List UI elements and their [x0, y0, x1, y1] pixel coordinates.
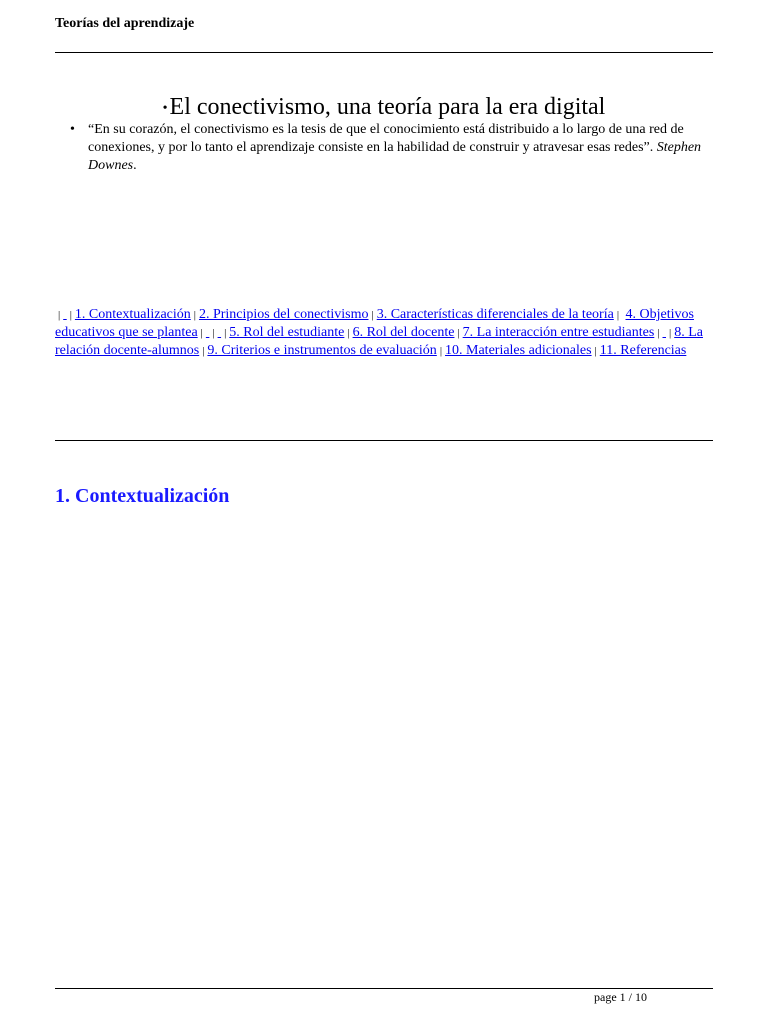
- quote-text: “En su corazón, el conectivismo es la tesis de que el conocimiento está distribuido a lo largo de una red de conexiones, y por lo tanto el aprendizaje consiste en la habilidad de construir y atravesar esas redes”.: [88, 122, 684, 155]
- toc-link-contextualizacion[interactable]: 1. Contextualización: [74, 307, 191, 322]
- toc-separator: |: [657, 327, 660, 339]
- title-bullet: •: [162, 101, 168, 116]
- toc-link-relacion[interactable]: 8. La relación docente-alumnos: [55, 325, 703, 358]
- footer-rule: [55, 988, 713, 989]
- quote-end: .: [133, 158, 137, 173]
- toc-empty-link[interactable]: [206, 325, 210, 340]
- toc-link-rol-estudiante[interactable]: 5. Rol del estudiante: [229, 325, 345, 340]
- toc-separator: |: [58, 309, 61, 321]
- toc-separator: |: [669, 327, 672, 339]
- toc-link-criterios[interactable]: 9. Criterios e instrumentos de evaluación: [207, 343, 437, 358]
- toc-separator: |: [594, 345, 597, 357]
- quote-list: [70, 121, 710, 175]
- section-rule: [55, 440, 713, 441]
- toc-link-caracteristicas[interactable]: 3. Características diferenciales de la teoría: [376, 307, 614, 322]
- toc-separator: |: [616, 309, 620, 321]
- toc-link-referencias[interactable]: 11. Referencias: [599, 343, 687, 358]
- quote-bullet: •: [70, 122, 75, 137]
- toc-separator: |: [347, 327, 350, 339]
- toc-separator: |: [202, 345, 205, 357]
- toc-link-materiales[interactable]: 10. Materiales adicionales: [445, 343, 592, 358]
- toc-separator: |: [439, 345, 443, 357]
- toc-separator: |: [69, 309, 72, 321]
- toc-link-interaccion[interactable]: 7. La interacción entre estudiantes: [462, 325, 655, 340]
- toc-separator: |: [200, 327, 203, 339]
- toc-empty-link[interactable]: [218, 325, 222, 340]
- toc-link-rol-docente[interactable]: 6. Rol del docente: [352, 325, 455, 340]
- quote-item: [70, 121, 710, 175]
- quote-author: Stephen Downes: [88, 140, 702, 173]
- toc-separator: |: [224, 327, 227, 339]
- page-number: page 1 / 10: [594, 990, 647, 1004]
- toc-separator: |: [371, 309, 374, 321]
- running-header: Teorías del aprendizaje: [55, 16, 195, 31]
- toc-separator: |: [212, 327, 215, 339]
- toc-separator: |: [193, 309, 196, 321]
- toc-link-objetivos[interactable]: 4. Objetivos educativos que se plantea: [55, 307, 694, 340]
- section-heading: 1. Contextualización: [55, 485, 230, 507]
- document-title-text: El conectivismo, una teoría para la era digital: [169, 94, 606, 120]
- toc-empty-link[interactable]: [663, 325, 667, 340]
- header-rule: [55, 52, 713, 53]
- toc-link-principios[interactable]: 2. Principios del conectivismo: [198, 307, 369, 322]
- toc-separator: |: [457, 327, 460, 339]
- table-of-contents: [55, 306, 715, 360]
- toc-empty-link[interactable]: [63, 307, 67, 322]
